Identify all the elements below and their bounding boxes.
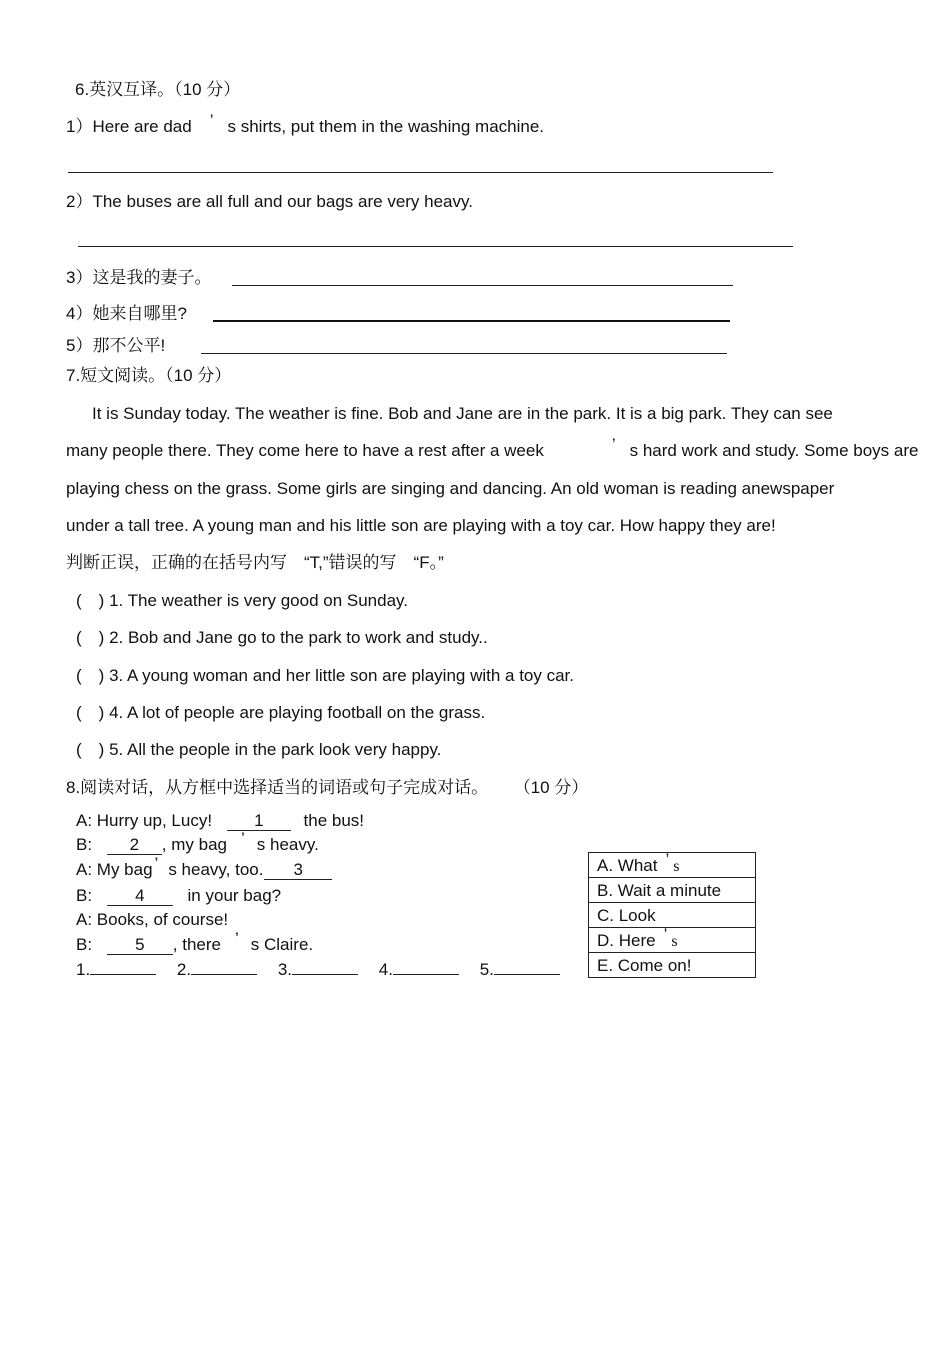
tf-instruction: 判断正误，正确的在括号内写 “T,”错误的写 “F。” [66, 553, 444, 572]
answer-label: 2. [176, 960, 192, 979]
section-7-title: 7.短文阅读。（10 分） [66, 366, 232, 385]
tf-answer-paren[interactable]: ( ) [76, 703, 105, 722]
dialogue-line-3 [76, 854, 332, 880]
tf-answer-paren[interactable]: ( ) [76, 666, 105, 685]
answer-label: 1. [76, 960, 91, 979]
passage-line-4: under a tall tree. A young man and his little son are playing with a toy car. How happy they are! [66, 516, 776, 535]
dialogue-text: in your bag? [187, 886, 282, 905]
option-apostrophe: ’ [665, 850, 670, 869]
dialogue-text: s heavy, too. [168, 860, 264, 879]
section-8-score: （10 分） [522, 778, 589, 797]
option-text: E. Come on! [597, 956, 692, 975]
answer-label: 5. [479, 960, 494, 979]
answer-blank[interactable] [90, 974, 156, 975]
answer-line-q3[interactable] [232, 285, 733, 286]
dialogue-line-2 [76, 829, 319, 855]
dialogue-apostrophe: ’ [241, 829, 245, 848]
passage-line-2b: s hard work and study. Some boys are [629, 441, 919, 460]
tf-answer-paren[interactable]: ( ) [76, 628, 105, 647]
option-e [589, 953, 755, 977]
passage-line-3: playing chess on the grass. Some girls are singing and dancing. An old woman is reading anewspaper [66, 479, 835, 498]
option-c [589, 903, 755, 928]
dialogue-text: , there [172, 935, 221, 954]
q1-number: 1） [66, 117, 93, 136]
option-apostrophe: ’ [663, 925, 668, 944]
dialogue-speaker: B: [76, 935, 93, 954]
tf-item [76, 628, 488, 648]
passage-line-2 [66, 435, 919, 461]
translate-q2 [66, 192, 473, 212]
answer-label: 4. [378, 960, 393, 979]
option-suffix: s [673, 858, 680, 875]
passage-apostrophe: ’ [611, 435, 616, 454]
section-6-title: 6.英汉互译。（10 分） [75, 80, 241, 99]
section-8-heading: 8.阅读对话，从方框中选择适当的词语或句子完成对话。 [66, 778, 489, 797]
option-d [589, 925, 755, 953]
answer-label: 3. [277, 960, 293, 979]
option-a [589, 850, 755, 878]
dialogue-text: the bus! [303, 811, 365, 830]
q2-number: 2） [66, 192, 93, 211]
answer-row [76, 960, 560, 980]
q1-text-a: Here are dad [92, 117, 192, 136]
tf-statement: 4. A lot of people are playing football on the grass. [109, 703, 486, 722]
dialogue-line-4 [76, 886, 281, 906]
section-8-title [66, 778, 588, 798]
option-text: D. Here [597, 931, 656, 950]
tf-item [76, 740, 441, 760]
translate-q1 [66, 111, 545, 137]
dialogue-text: A: Hurry up, Lucy! [76, 811, 213, 830]
tf-statement: 5. All the people in the park look very happy. [109, 740, 442, 759]
tf-item [76, 666, 574, 686]
tf-answer-paren[interactable]: ( ) [76, 740, 105, 759]
answer-line-q2[interactable] [78, 246, 793, 247]
dialogue-blank-1[interactable]: 1 [227, 812, 291, 831]
translate-q3: 3）这是我的妻子。 [66, 268, 212, 287]
q1-text-b: s shirts, put them in the washing machine. [227, 117, 545, 136]
q2-text: The buses are all full and our bags are very heavy. [92, 192, 473, 211]
passage-line-2a: many people there. They come here to have a rest after a week [66, 441, 544, 460]
dialogue-speaker: B: [76, 835, 93, 854]
option-text: A. What [597, 856, 658, 875]
tf-item [76, 703, 485, 723]
dialogue-line-1 [76, 811, 364, 831]
dialogue-text: A: My bag [76, 860, 153, 879]
tf-statement: 3. A young woman and her little son are playing with a toy car. [109, 666, 575, 685]
answer-line-q5[interactable] [201, 353, 727, 354]
options-box [588, 852, 756, 978]
dialogue-apostrophe: ’ [235, 929, 239, 948]
tf-statement: 2. Bob and Jane go to the park to work and study.. [109, 628, 488, 647]
option-suffix: s [671, 933, 678, 950]
dialogue-text: , my bag [161, 835, 227, 854]
translate-q5: 5）那不公平! [66, 336, 166, 355]
tf-item [76, 591, 408, 611]
dialogue-line-6 [76, 929, 314, 955]
tf-answer-paren[interactable]: ( ) [76, 591, 105, 610]
q1-apostrophe: ’ [209, 111, 214, 130]
dialogue-line-5: A: Books, of course! [76, 910, 229, 929]
answer-blank[interactable] [393, 974, 459, 975]
answer-line-q4[interactable] [213, 320, 730, 322]
translate-q4: 4）她来自哪里? [66, 304, 187, 323]
answer-blank[interactable] [494, 974, 560, 975]
dialogue-blank-2[interactable]: 2 [107, 836, 162, 855]
answer-line-q1[interactable] [68, 172, 773, 173]
dialogue-blank-3[interactable]: 3 [264, 861, 332, 880]
tf-statement: 1. The weather is very good on Sunday. [109, 591, 409, 610]
dialogue-text: s heavy. [256, 835, 319, 854]
dialogue-blank-5[interactable]: 5 [107, 936, 173, 955]
option-text: C. Look [597, 906, 656, 925]
answer-blank[interactable] [292, 974, 358, 975]
option-text: B. Wait a minute [597, 881, 722, 900]
option-b [589, 878, 755, 903]
dialogue-text: s Claire. [250, 935, 314, 954]
dialogue-apostrophe: ’ [154, 854, 159, 873]
dialogue-blank-4[interactable]: 4 [107, 887, 173, 906]
passage-line-1: It is Sunday today. The weather is fine. Bob and Jane are in the park. It is a big park. They can see [92, 404, 833, 423]
dialogue-speaker: B: [76, 886, 93, 905]
answer-blank[interactable] [191, 974, 257, 975]
